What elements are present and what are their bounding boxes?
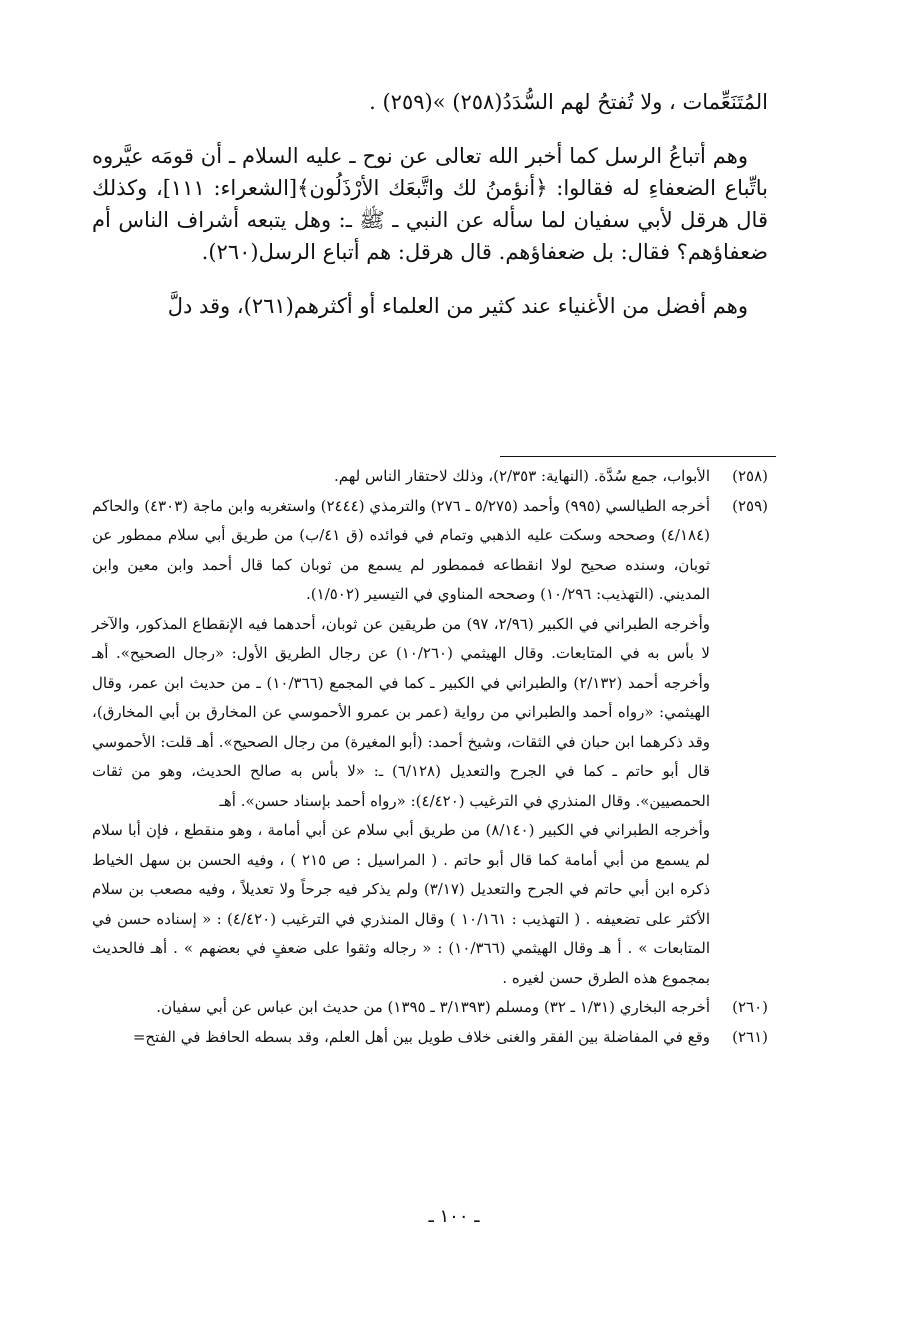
page-number: ـ ١٠٠ ـ: [428, 1206, 480, 1227]
footnote-paragraph: أخرجه البخاري (١/٣١ ـ ٣٢) ومسلم (٣/١٣٩٣ ـ ١٣٩٥) من حديث ابن عباس عن أبي سفيان.: [156, 998, 710, 1016]
footnote-paragraph: وقع في المفاضلة بين الفقر والغنى خلاف طويل بين أهل العلم، وقد بسطه الحافظ في الفتح=: [132, 1027, 710, 1046]
footnote-body: [92, 462, 710, 492]
footnote-separator-rule: [500, 456, 776, 457]
footnote-258: [92, 462, 768, 492]
footnote-body: [92, 492, 710, 994]
footnote-paragraph: وأخرجه الطبراني في الكبير (٢/٩٦، ٩٧) من طريقين عن ثوبان، أحدهما فيه الإنقطاع المذكور، والآخر لا بأس به في المتابعات. وقال الهيثمي (١٠/٢٦٠) عن رجال الطريق الأول: «رجال الصحيح». أهـ وأخرجه أحمد (٢/١٣٢) والطبراني في الكبير ـ كما في المجمع (١٠/٣٦٦) ـ من حديث ابن عمر، وقال الهيثمي: «رواه أحمد والطبراني من رواية (عمر بن عمرو الأحموسي عن المخارق بن أبي المخارق)، وقد ذكرهما ابن حبان في الثقات، وشيخ أحمد: (أبو المغيرة) من رجال الصحيح». أهـ قلت: الأحموسي قال أبو حاتم ـ كما في الجرح والتعديل (٦/١٢٨) ـ: «لا بأس به صالح الحديث، وهو من ثقات الحمصيين». وقال المنذري في الترغيب (٤/٤٢٠): «رواه أحمد بإسناد حسن». أهـ: [92, 614, 710, 810]
main-text: [92, 86, 768, 322]
footnote-260: [92, 993, 768, 1023]
footnote-259: [92, 492, 768, 994]
footnote-number: (٢٥٩): [732, 496, 768, 515]
footnote-paragraph: وأخرجه الطبراني في الكبير (٨/١٤٠) من طريق أبي سلام عن أبي أمامة ، وهو منقطع ، فإن أبا سلام لم يسمع من أبي أمامة كما قال أبو حاتم . ( المراسيل : ص ٢١٥ ) ، وفيه الحسن بن سهل الخياط ذكره ابن أبي حاتم في الجرح والتعديل (٣/١٧) ولم يذكر فيه جرحاً ولا تعديلاً ، وفيه مصعب بن سلام الأكثر على تضعيفه . ( التهذيب : ١٠/١٦١ ) وقال المنذري في الترغيب (٤/٤٢٠) : « إسناده حسن في المتابعات » . أ هـ وقال الهيثمي (١٠/٣٦٦) : « رجاله وثقوا على ضعفٍ في بعضهم » . أهـ فالحديث بمجموع هذه الطرق حسن لغيره .: [92, 821, 711, 987]
main-paragraph-followers-of-messengers: وهم أتباعُ الرسل كما أخبر الله تعالى عن نوح ـ عليه السلام ـ أن قومَه عيَّروه باتِّباع الضعفاءِ له فقالوا: ﴿أنؤمنُ لك واتَّبعَك الأرْذَلُون﴾[الشعراء: ١١١]، وكذلك قال هرقل لأبي سفيان لما سأله عن النبي ـ ﷺ ـ: وهل يتبعه أشراف الناس أم ضعفاؤهم؟ فقال: بل ضعفاؤهم. قال هرقل: هم أتباع الرسل(٢٦٠).: [92, 144, 768, 264]
footnote-paragraph: أخرجه الطيالسي (٩٩٥) وأحمد (٥/٢٧٥ ـ ٢٧٦) والترمذي (٢٤٤٤) واستغربه وابن ماجة (٤٣٠٣) والحاكم (٤/١٨٤) وصححه وسكت عليه الذهبي وتمام في فوائده (ق ٤١/ب) من طريق أبي سلام ممطور عن ثوبان، وسنده صحيح لولا انقطاعه فممطور لم يسمع من ثوبان كما قال أحمد وابن معين وابن المديني. (التهذيب: ١٠/٢٩٦) وصححه المناوي في التيسير (١/٥٠٢).: [92, 496, 710, 603]
footnote-paragraph: الأبواب، جمع سُدَّة. (النهاية: ٢/٣٥٣)، وذلك لاحتقار الناس لهم.: [333, 467, 710, 485]
footnote-body: [92, 993, 710, 1023]
main-paragraph-continuation: المُتَنَعِّمات ، ولا تُفتحُ لهم السُّدَدُ(٢٥٨) »(٢٥٩) .: [369, 90, 768, 114]
footnote-number: (٢٦١): [732, 1027, 768, 1046]
footnote-body: [92, 1023, 710, 1053]
footnotes-section: [92, 462, 768, 1052]
footnote-261: [92, 1023, 768, 1053]
footnote-number: (٢٦٠): [732, 998, 768, 1016]
footnote-number: (٢٥٨): [732, 467, 768, 485]
main-paragraph-better-than-rich: وهم أفضل من الأغنياء عند كثير من العلماء أو أكثرهم(٢٦١)، وقد دلَّ: [167, 294, 748, 318]
